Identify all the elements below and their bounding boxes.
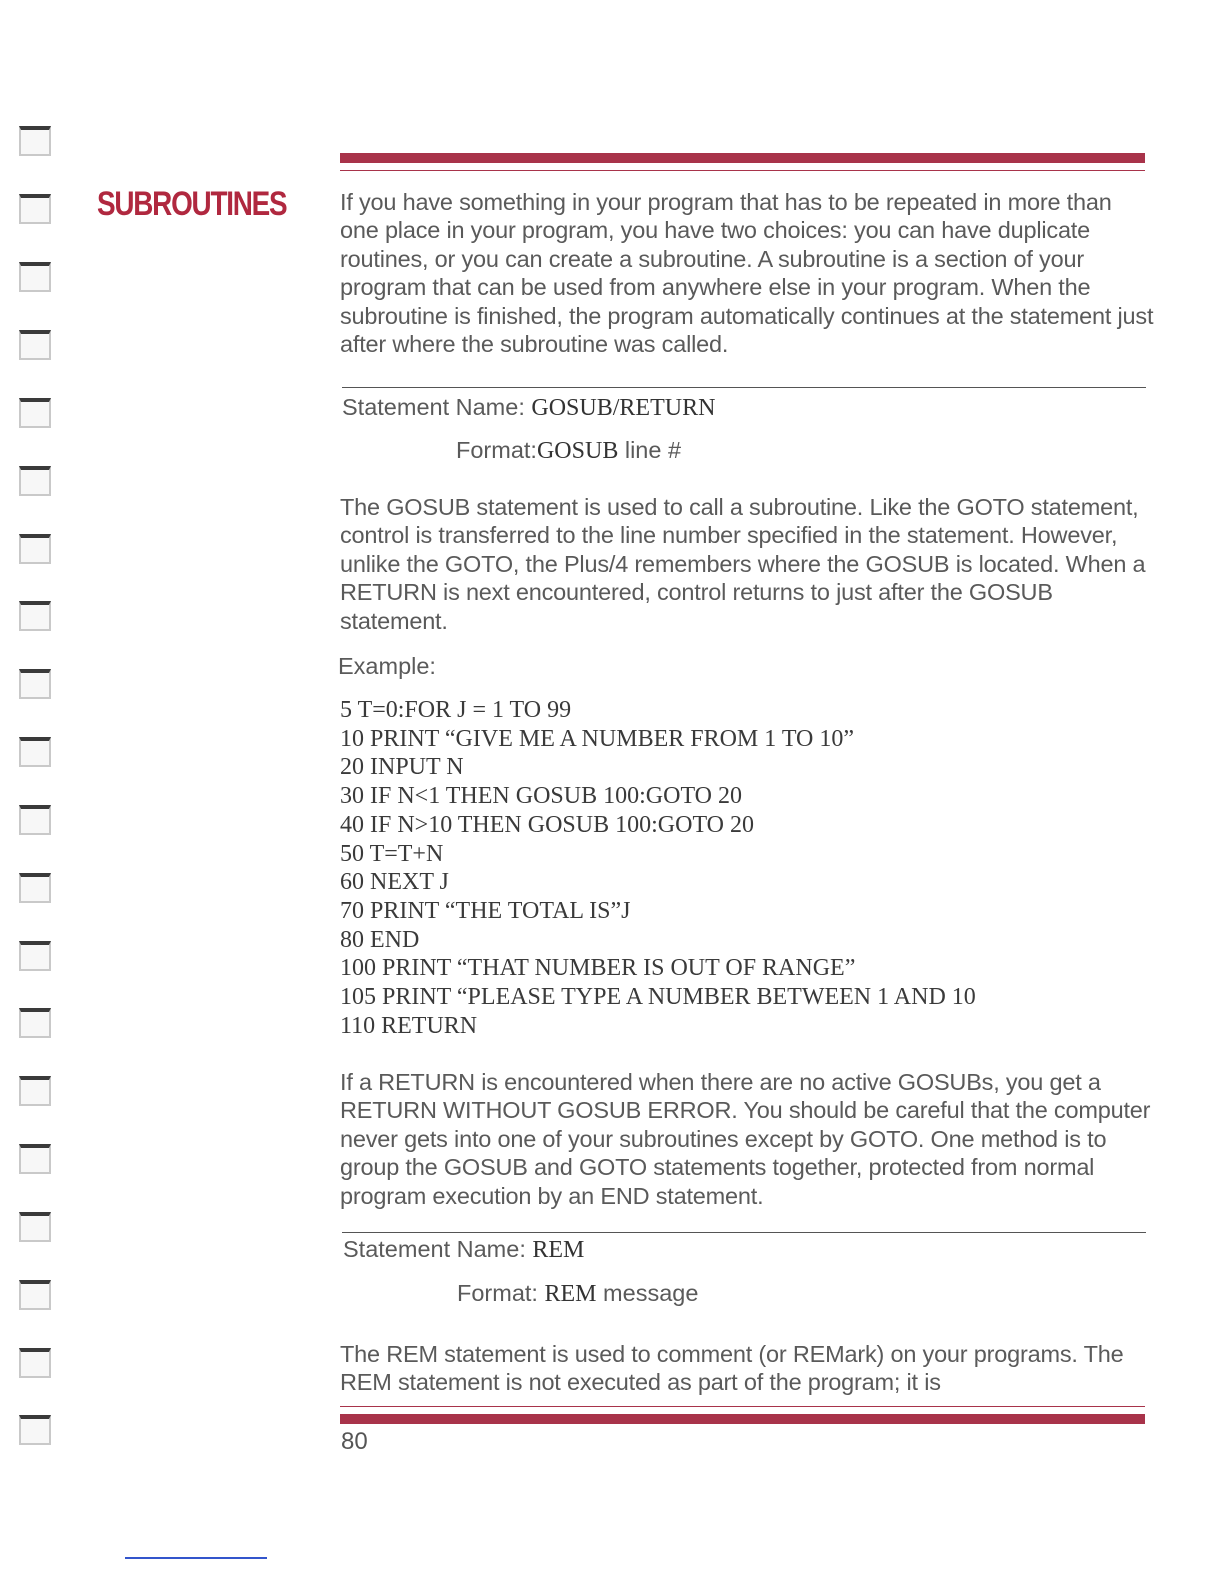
statement-name-value: GOSUB/RETURN [531,395,716,421]
binding-hole [19,1008,51,1038]
rem-statement-name [343,1236,584,1264]
binding-hole [19,534,51,564]
format-arg: message [603,1280,699,1306]
gosub-format [456,437,681,465]
binding-hole [19,1280,51,1310]
statement-name-label: Statement Name: [343,1236,526,1262]
return-warning-paragraph: If a RETURN is encountered when there are no active GOSUBs, you get a RETURN WITHOUT GOSUB ERROR. You should be careful that the computer never gets into one of your subroutines except by GOTO. One method is to group the GOSUB and GOTO statements together, protected from normal program execution by an END statement. [340,1069,1151,1209]
code-line: 50 T=T+N [340,840,444,867]
bottom-accent-rule [340,1406,1145,1407]
code-line: 5 T=0:FOR J = 1 TO 99 [340,697,572,723]
format-keyword: GOSUB [536,438,619,464]
binding-hole [19,126,51,156]
code-line: 80 END [340,926,420,953]
divider [342,387,1146,388]
example-label: Example: [338,653,436,679]
gosub-statement-name [342,394,715,422]
binding-hole [19,1348,51,1378]
code-line: 100 PRINT “THAT NUMBER IS OUT OF RANGE” [340,955,856,982]
code-line: 30 IF N<1 THEN GOSUB 100:GOTO 20 [340,783,742,810]
statement-name-label: Statement Name: [342,394,525,420]
binding-hole [19,941,51,971]
binding-hole [19,1212,51,1242]
divider [342,1232,1146,1233]
format-keyword: REM [544,1281,597,1307]
binding-hole [19,466,51,496]
code-line: 10 PRINT “GIVE ME A NUMBER FROM 1 TO 10” [340,725,855,752]
top-accent-bar [340,153,1145,163]
binding-hole [19,737,51,767]
bottom-underline [125,1557,267,1559]
binding-hole [19,330,51,360]
binding-hole [19,669,51,699]
binding-hole [19,398,51,428]
code-listing [340,696,976,1040]
top-accent-rule [340,170,1145,171]
format-label: Format: [456,437,537,463]
binding-hole [19,873,51,903]
format-label: Format: [457,1280,538,1306]
code-line: 40 IF N>10 THEN GOSUB 100:GOTO 20 [340,811,754,838]
bottom-accent-bar [340,1414,1145,1424]
page-number: 80 [341,1428,368,1455]
intro-paragraph: If you have something in your program that has to be repeated in more than one place in your program, you have two choices: you can have duplicate routines, or you can create a subroutine. A subroutine is a section of your program that can be used from anywhere else in your program. When the subroutine is finished, the program automatically continues at the statement just after where the subroutine was called. [340,189,1154,358]
gosub-description: The GOSUB statement is used to call a subroutine. Like the GOTO statement, control is transferred to the line number specified in the statement. However, unlike the GOTO, the Plus/4 remembers where the GOSUB is located. When a RETURN is next encountered, control returns to just after the GOSUB statement. [340,494,1146,634]
section-title: SUBROUTINES [97,185,287,223]
rem-description: The REM statement is used to comment (or REMark) on your programs. The REM statement is not executed as part of the program; it is [340,1341,1124,1396]
binding-hole [19,194,51,224]
binding-hole [19,1144,51,1174]
binding-hole [19,262,51,292]
statement-name-value: REM [532,1237,585,1263]
code-line: 110 RETURN [340,1012,478,1039]
format-arg: line # [624,437,682,463]
binding-hole [19,805,51,835]
code-line: 70 PRINT “THE TOTAL IS”J [340,897,631,924]
binding-hole [19,601,51,631]
code-line: 60 NEXT J [340,869,449,896]
code-line: 20 INPUT N [340,754,464,781]
binding-hole [19,1076,51,1106]
binding-hole [19,1415,51,1445]
rem-format [457,1280,698,1308]
code-line: 105 PRINT “PLEASE TYPE A NUMBER BETWEEN 1 AND 10 [340,984,976,1011]
